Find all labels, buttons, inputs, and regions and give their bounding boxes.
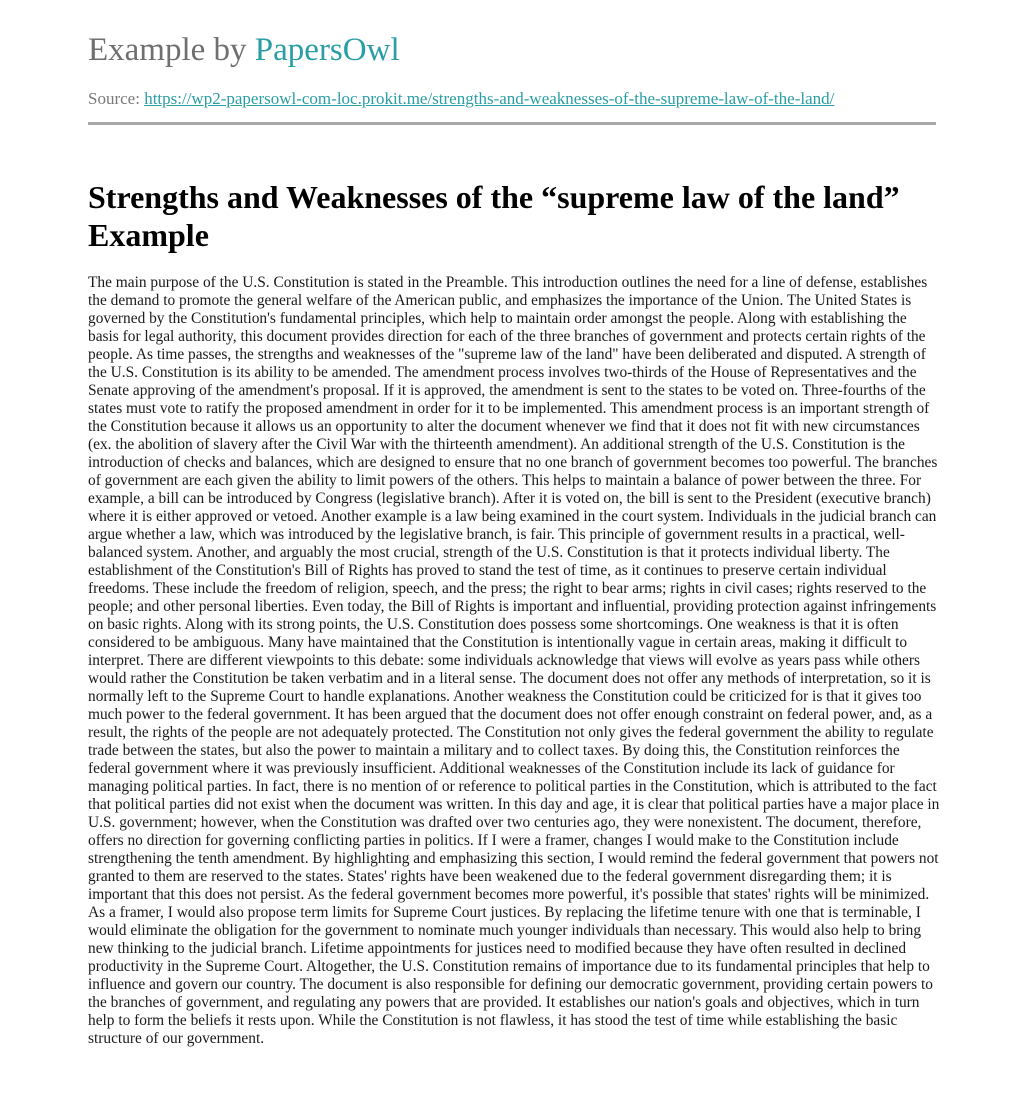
source-line bbox=[88, 88, 834, 110]
article-title: Strengths and Weaknesses of the “supreme law of the land” Example bbox=[88, 179, 900, 253]
source-label: Source: bbox=[88, 89, 145, 108]
brand-name: PapersOwl bbox=[254, 32, 400, 68]
source-link[interactable]: https://wp2-papersowl-com-loc.prokit.me/strengths-and-weaknesses-of-the-supreme-law-of-the-land/ bbox=[144, 89, 835, 108]
header-divider bbox=[88, 122, 936, 125]
article-body: The main purpose of the U.S. Constitution is stated in the Preamble. This introduction outlines the need for a line of defense, establishes the demand to promote the general welfare of the American public, and emphasizes the importance of the Union. The United States is governed by the Constitution's fundamental principles, which help to maintain order amongst the people. Along with establishing the basis for legal authority, this document provides direction for each of the three branches of government and protects certain rights of the people. As time passes, the strengths and weaknesses of the "supreme law of the land" have been deliberated and disputed. A strength of the U.S. Constitution is its ability to be amended. The amendment process involves two-thirds of the House of Representatives and the Senate approving of the amendment's proposal. If it is approved, the amendment is sent to the states to be voted on. Three-fourths of the states must vote to ratify the proposed amendment in order for it to be implemented. This amendment process is an important strength of the Constitution because it allows us an opportunity to alter the document whenever we find that it does not fit with new circumstances (ex. the abolition of slavery after the Civil War with the thirteenth amendment). An additional strength of the U.S. Constitution is the introduction of checks and balances, which are designed to ensure that no one branch of government becomes too powerful. The branches of government are each given the ability to limit powers of the others. This helps to maintain a balance of power between the three. For example, a bill can be introduced by Congress (legislative branch). After it is voted on, the bill is sent to the President (executive branch) where it is either approved or vetoed. Another example is a law being examined in the court system. Individuals in the judicial branch can argue whether a law, which was introduced by the legislative branch, is fair. This principle of government results in a practical, well-balanced system. Another, and arguably the most crucial, strength of the U.S. Constitution is that it protects individual liberty. The establishment of the Constitution's Bill of Rights has proved to stand the test of time, as it continues to preserve certain individual freedoms. These include the freedom of religion, speech, and the press; the right to bear arms; rights in civil cases; rights reserved to the people; and other personal liberties. Even today, the Bill of Rights is important and influential, providing protection against infringements on basic rights. Along with its strong points, the U.S. Constitution does possess some shortcomings. One weakness is that it is often considered to be ambiguous. Many have maintained that the Constitution is intentionally vague in certain areas, making it difficult to interpret. There are different viewpoints to this debate: some individuals acknowledge that views will evolve as years pass while others would rather the Constitution be taken verbatim and in a literal sense. The document does not offer any methods of interpretation, so it is normally left to the Supreme Court to handle explanations. Another weakness the Constitution could be criticized for is that it gives too much power to the federal government. It has been argued that the document does not offer enough constraint on federal power, and, as a result, the rights of the people are not adequately protected. The Constitution not only gives the federal government the ability to regulate trade between the states, but also the power to maintain a military and to collect taxes. By doing this, the Constitution reinforces the federal government where it was previously insufficient. Additional weaknesses of the Constitution include its lack of guidance for managing political parties. In fact, there is no mention of or reference to political parties in the Constitution, which is attributed to the fact that political parties did not exist when the document was written. In this day and age, it is clear that political parties have a major place in U.S. government; however, when the Constitution was drafted over two centuries ago, they were nonexistent. The document, therefore, offers no direction for governing conflicting parties in politics. If I were a framer, changes I would make to the Constitution include strengthening the tenth amendment. By highlighting and emphasizing this section, I would remind the federal government that powers not granted to them are reserved to the states. States' rights have been weakened due to the federal government disregarding them; it is important that this does not persist. As the federal government becomes more powerful, it's possible that states' rights will be minimized. As a framer, I would also propose term limits for Supreme Court justices. By replacing the lifetime tenure with one that is terminable, I would eliminate the obligation for the government to nominate much younger individuals than necessary. This would also help to bring new thinking to the judicial branch. Lifetime appointments for justices need to modified because they have often resulted in declined productivity in the Supreme Court. Altogether, the U.S. Constitution remains of importance due to its fundamental principles that help to influence and govern our country. The document is also responsible for defining our democratic government, providing certain powers to the branches of government, and regulating any powers that are provided. It establishes our nation's goals and objectives, which in turn help to form the beliefs it rests upon. While the Constitution is not flawless, it has stood the test of time while establishing the basic structure of our government. bbox=[88, 274, 940, 1047]
brand-prefix: Example by bbox=[88, 32, 255, 68]
brand-header bbox=[88, 30, 400, 70]
